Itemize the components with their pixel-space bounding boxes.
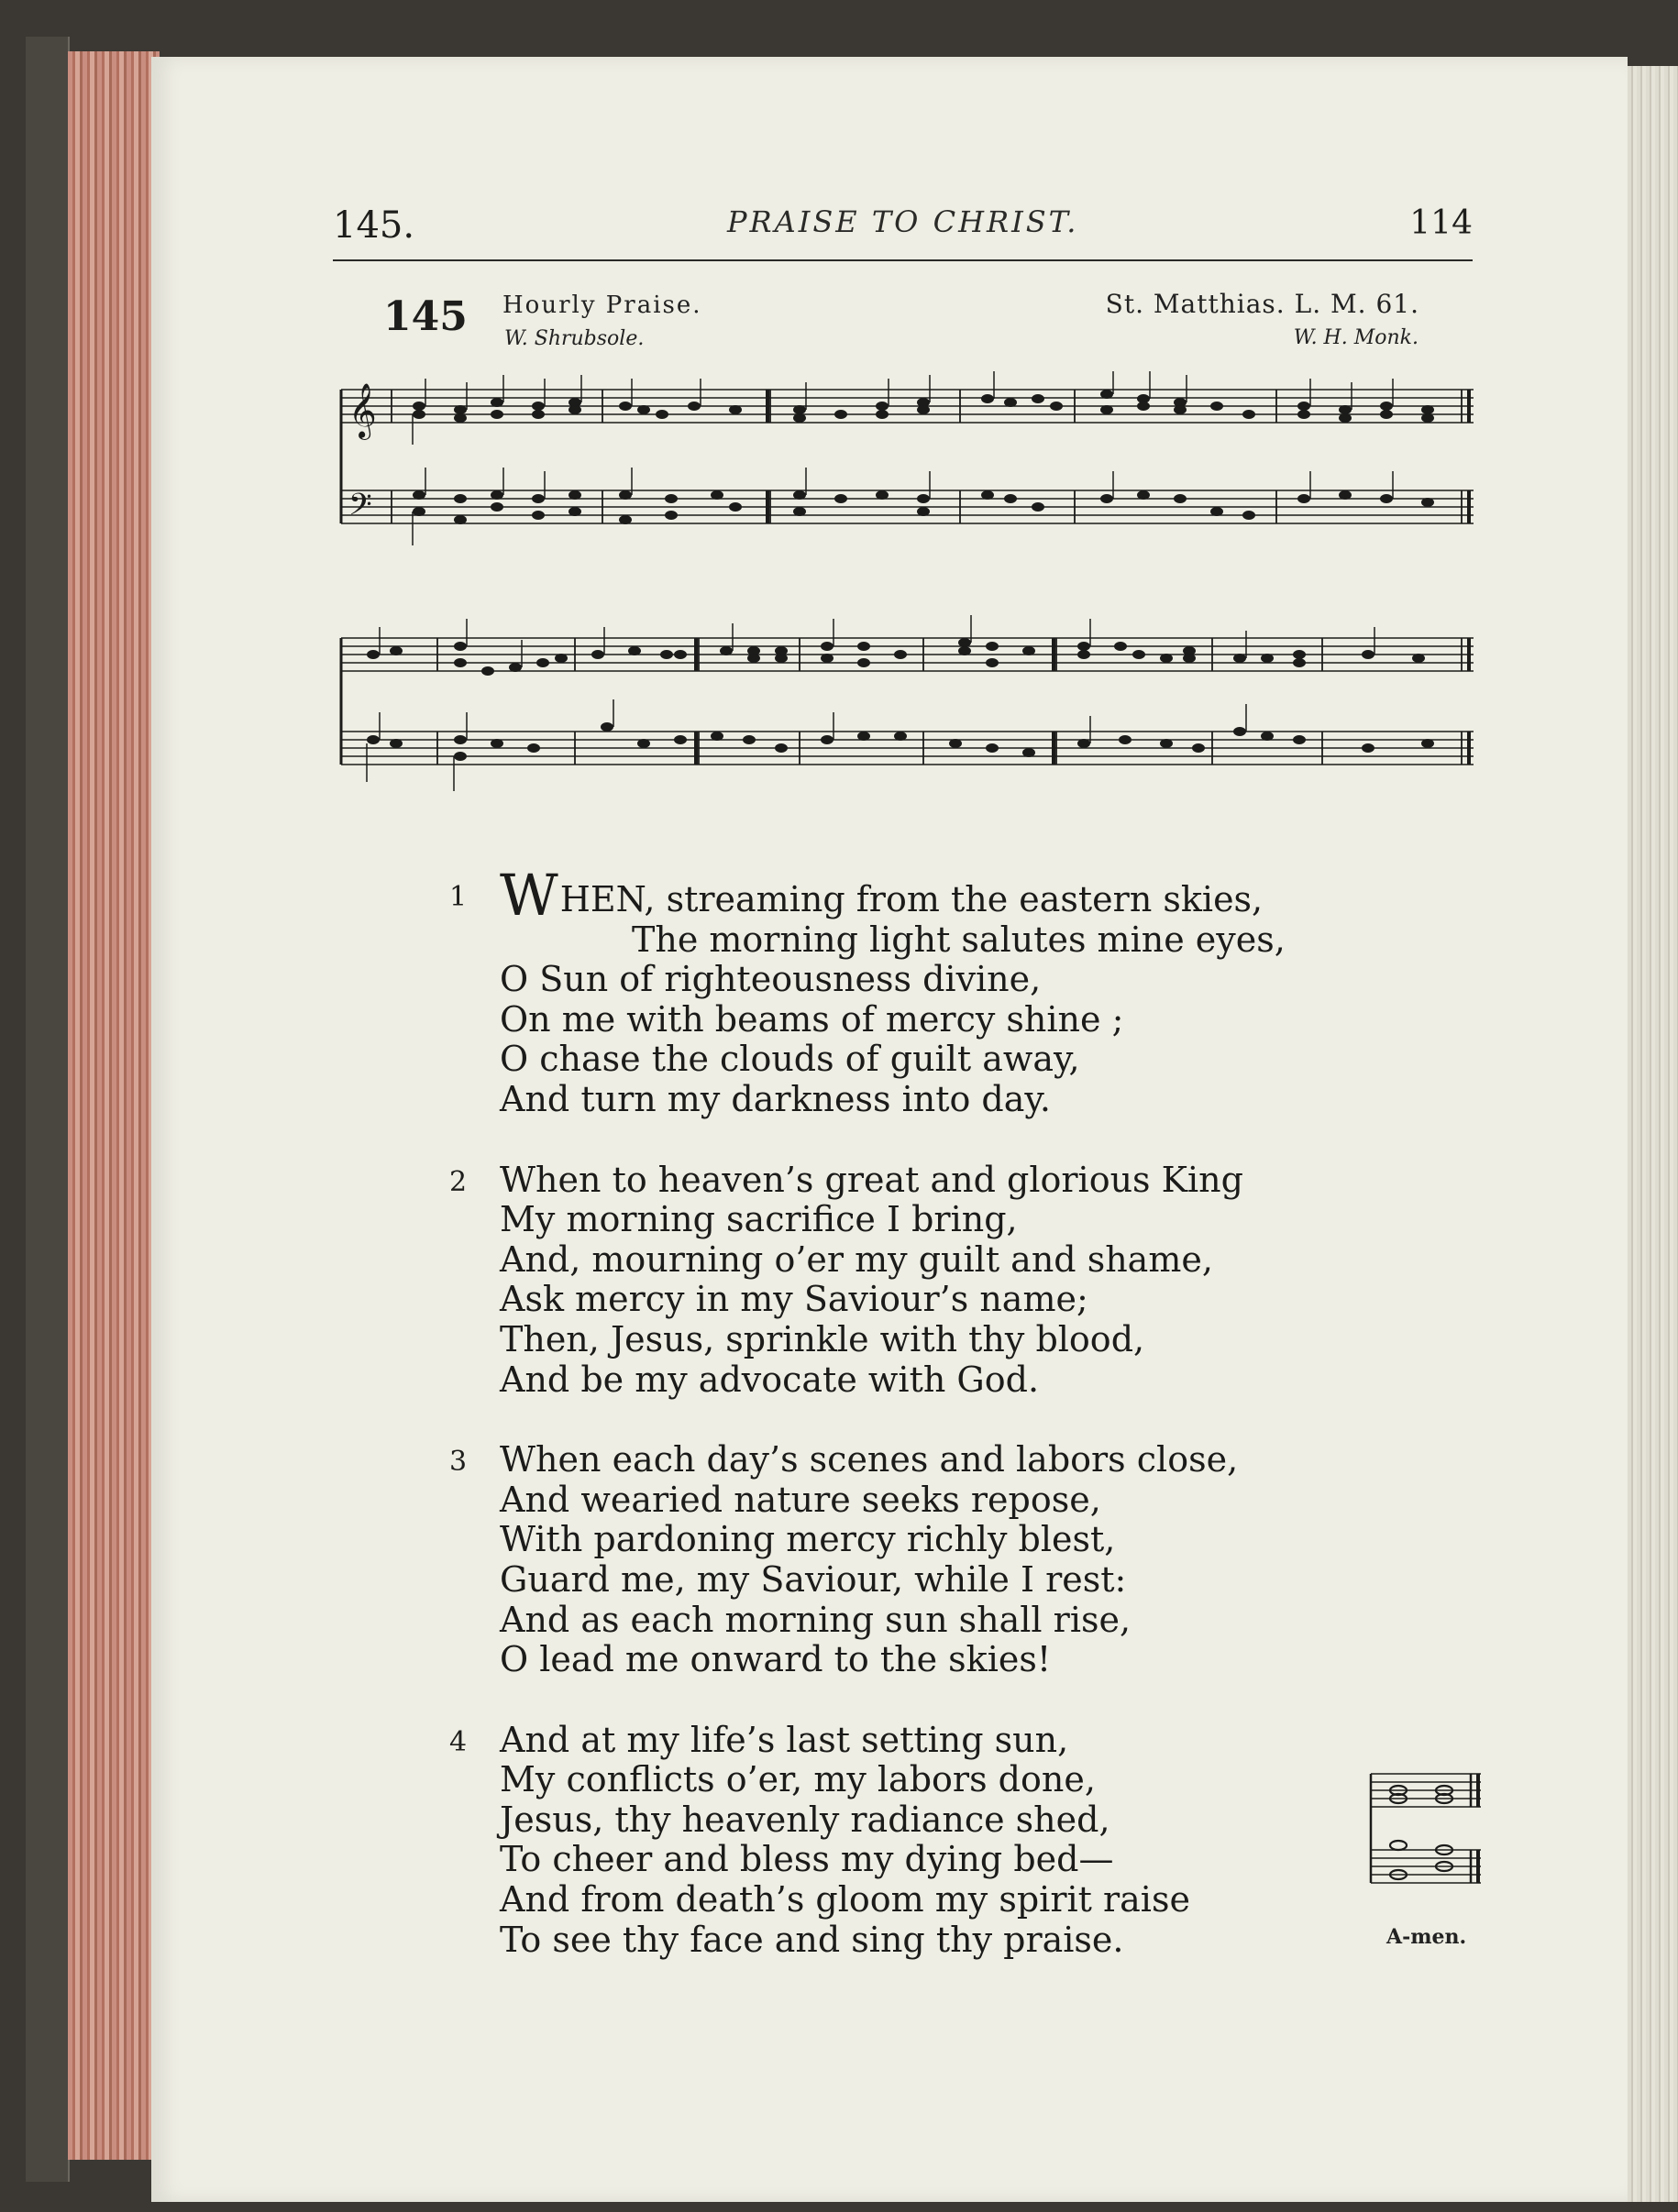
- verse-first-line-rest: HEN, streaming from the eastern skies,: [559, 879, 1264, 919]
- verse-line: On me with beams of mercy shine ;: [500, 998, 1124, 1040]
- hymn-title: Hourly Praise.: [502, 292, 702, 319]
- hymn-number: 145: [383, 293, 468, 340]
- verse-number: 2: [449, 1165, 468, 1198]
- verse-line: And from death’s gloom my spirit raise: [500, 1879, 1190, 1920]
- music-score-image: [332, 612, 1478, 832]
- verse-line: And wearied nature seeks repose,: [500, 1479, 1101, 1520]
- running-header: [333, 204, 1473, 259]
- verse-line: And, mourning o’er my guilt and shame,: [500, 1238, 1213, 1280]
- verse-number: 3: [449, 1446, 468, 1479]
- verse-line: Guard me, my Saviour, while I rest:: [500, 1558, 1127, 1600]
- header-hymn-ref: 145.: [333, 204, 415, 247]
- amen-label: A-men.: [1386, 1925, 1467, 1949]
- verse-3: [449, 1440, 1421, 1680]
- verse-1: [449, 862, 1421, 1120]
- verse-line: The morning light salutes mine eyes,: [632, 919, 1286, 960]
- verse-line: [449, 862, 1421, 929]
- verse-line: And as each morning sun shall rise,: [500, 1599, 1132, 1640]
- verses: [449, 862, 1421, 1960]
- amen-score-image: [1357, 1760, 1485, 1920]
- verse-number: 1: [449, 881, 468, 913]
- verse-line: Jesus, thy heavenly radiance shed,: [500, 1799, 1110, 1840]
- hymn-author: W. Shrubsole.: [504, 327, 645, 350]
- verse-4: [449, 1721, 1421, 1961]
- verse-line: And at my life’s last setting sun,: [500, 1719, 1069, 1760]
- header-page-number: 114: [1409, 204, 1473, 242]
- verse-line: Then, Jesus, sprinkle with thy blood,: [500, 1318, 1145, 1359]
- svg-text:𝄞: 𝄞: [348, 383, 377, 438]
- verse-line: And turn my darkness into day.: [500, 1078, 1051, 1119]
- music-system-2: [332, 612, 1478, 832]
- verse-2: [449, 1161, 1421, 1401]
- verse-line: My conflicts o’er, my labors done,: [500, 1759, 1096, 1800]
- svg-text:𝄢: 𝄢: [348, 488, 372, 530]
- music-system-1: [332, 371, 1478, 578]
- hymn-composer: W. H. Monk.: [1293, 326, 1419, 349]
- page-edges-left: [68, 51, 160, 2160]
- header-section-title: PRAISE TO CHRIST.: [727, 204, 1079, 239]
- verse-line: Ask mercy in my Saviour’s name;: [500, 1279, 1088, 1320]
- verse-line: When to heaven’s great and glorious King: [500, 1159, 1243, 1200]
- amen-music: [1357, 1760, 1485, 1924]
- cover-edge: [26, 37, 70, 2182]
- verse-line: To cheer and bless my dying bed—: [500, 1839, 1114, 1880]
- hymn-tune: St. Matthias. L. M. 61.: [1105, 289, 1419, 319]
- verse-number: 4: [449, 1725, 468, 1758]
- verse-line: My morning sacrifice I bring,: [500, 1199, 1018, 1240]
- page-edges-right: [1628, 66, 1678, 2202]
- verse-line: With pardoning mercy richly blest,: [500, 1519, 1116, 1560]
- verse-line: O Sun of righteousness divine,: [500, 959, 1042, 1000]
- verse-line: To see thy face and sing thy praise.: [500, 1919, 1124, 1960]
- music-score-image: [332, 371, 1478, 578]
- verse-line: O lead me onward to the skies!: [500, 1639, 1052, 1680]
- header-rule: [333, 259, 1473, 261]
- verse-line: And be my advocate with God.: [500, 1359, 1040, 1400]
- verse-line: O chase the clouds of guilt away,: [500, 1039, 1080, 1080]
- verse-line: When each day’s scenes and labors close,: [500, 1439, 1239, 1480]
- drop-cap: W: [500, 862, 558, 929]
